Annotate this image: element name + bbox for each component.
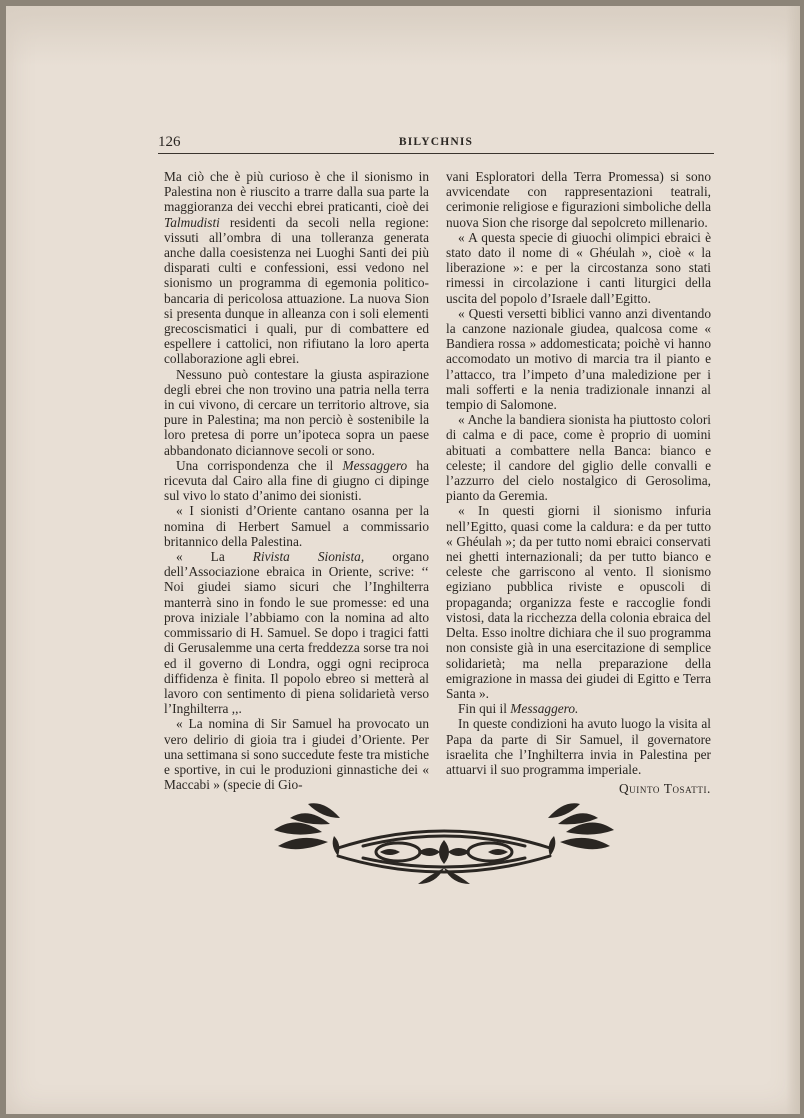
right-column	[446, 169, 711, 796]
paragraph: « A questa specie di giuochi olimpici ebraici è stato dato il nome di « Ghéulah », cioè « la liberazione »: e per la circostanza sono stati rimessi in circolazione i canti liturgici della uscita del popolo d’Israele dall’Egitto.	[446, 229, 711, 306]
left-column	[164, 169, 429, 792]
paragraph: Una corrispondenza che il Messaggero ha ricevuta dal Cairo alla fine di giugno ci dipinge sul vivo lo stato d’animo dei sionisti.	[164, 457, 429, 504]
paragraph: Ma ciò che è più curioso è che il sionismo in Palestina non è riuscito a trarre dalla sua parte la maggioranza dei vecchi ebrei praticanti, cioè dei Talmudisti residenti da secoli nella regione: vissuti all’ombra di una tolleranza generata anche dalla coesistenza nei Luoghi Santi dei più disparati culti e confessioni, essi vedono nel sionismo un programma di egemonia politico-bancaria di pericolosa attuazione. La nuova Sion si presenta dunque in alleanza con i soli elementi grecoscismatici i quali, pur di combattere ed espellere i cattolici, non rifiutano la loro aperta collaborazione agli ebrei.	[164, 169, 429, 367]
paragraph: « I sionisti d’Oriente cantano osanna per la nomina di Herbert Samuel a commissario britannico della Palestina.	[164, 503, 429, 549]
paragraph: Fin qui il Messaggero.	[458, 701, 579, 717]
paragraph: « La Rivista Sionista, organo dell’Associazione ebraica in Oriente, scrive: ‘‘ Noi giudei siamo sicuri che l’Inghilterra manterrà sino in fondo le sue promesse: ed una prova iniziale l’abbiamo con la nomina ad alto commissario di H. Samuel. Se dopo i tragici fatti di Gerusalemme una certa freddezza sorse tra noi ed il governo di Londra, oggi ogni reciproca diffidenza è finita. Il popolo ebreo si metterà al lavoro con sentimento di piena solidarietà verso l’Inghilterra ,,.	[164, 549, 429, 717]
floral-vignette-icon	[268, 796, 620, 886]
page-number: 126	[158, 134, 181, 150]
paragraph: vani Esploratori della Terra Promessa) si sono avvicendate con rappresentazioni teatrali, cerimonie religiose e figurazioni simboliche della nuova Sion che risorge dal sepolcreto millenario.	[446, 169, 711, 230]
paragraph: Nessuno può contestare la giusta aspirazione degli ebrei che non trovino una patria nella terra in cui vivono, di cercare un territorio altrove, sia pure in Palestina; ma non perciò è sostenibile la loro pretesa di porre un’ipoteca sopra un paese abbandonato diciannove secoli or sono.	[164, 366, 429, 458]
paragraph: « Questi versetti biblici vanno anzi diventando la canzone nazionale giudea, qualcosa come « Bandiera rossa » addomesticata; poichè vi hanno accomodato un motivo di marcia tra il pianto e l’attacco, tra l’impeto d’una maledizione per i mali sofferti e la nenia tradizionale innanzi al tempio di Salomone.	[446, 305, 711, 413]
document-page	[6, 6, 800, 1114]
paragraph: « Anche la bandiera sionista ha piuttosto colori di calma e di pace, come è proprio di uomini abituati a combattere nella Banca: bianco e celeste; il candore del giglio delle convalli e l’azzurro del cielo nostalgico di Gerosolima, pianto da Geremia.	[446, 412, 711, 504]
paragraph: « La nomina di Sir Samuel ha provocato un vero delirio di gioia tra i giudei d’Oriente. Per una settimana si sono succedute feste tra mistiche e sportive, in cui le produzioni ginnastiche dei « Maccabi » (specie di Gio-	[164, 716, 429, 793]
page-header	[158, 134, 714, 158]
running-head: BILYCHNIS	[398, 136, 474, 148]
author-signature: Quinto Tosatti.	[618, 781, 711, 797]
header-rule	[158, 153, 714, 154]
paragraph: « In questi giorni il sionismo infuria nell’Egitto, quasi come la caldura: e da per tutto « Ghéulah »; da per tutto nomi ebraici conservati nei ghetti internazionali; da per tutto bianco e celeste che garriscono al vento. Il sionismo egiziano pubblica riviste e opuscoli di propaganda; organizza feste e raccoglie fondi vistosi, data la ricchezza della colonia ebraica del Delta. Esso inoltre dichiara che il suo programma non consiste già in una esercitazione di semplice solidarietà; ma nella preparazione della emigrazione in massa dei giudei di Egitto e Terra Santa ».	[446, 503, 711, 701]
paragraph: In queste condizioni ha avuto luogo la visita al Papa da parte di Sir Samuel, il governatore israelita che l’Inghilterra invia in Palestina per attuarvi il suo programma imperiale.	[446, 716, 711, 777]
